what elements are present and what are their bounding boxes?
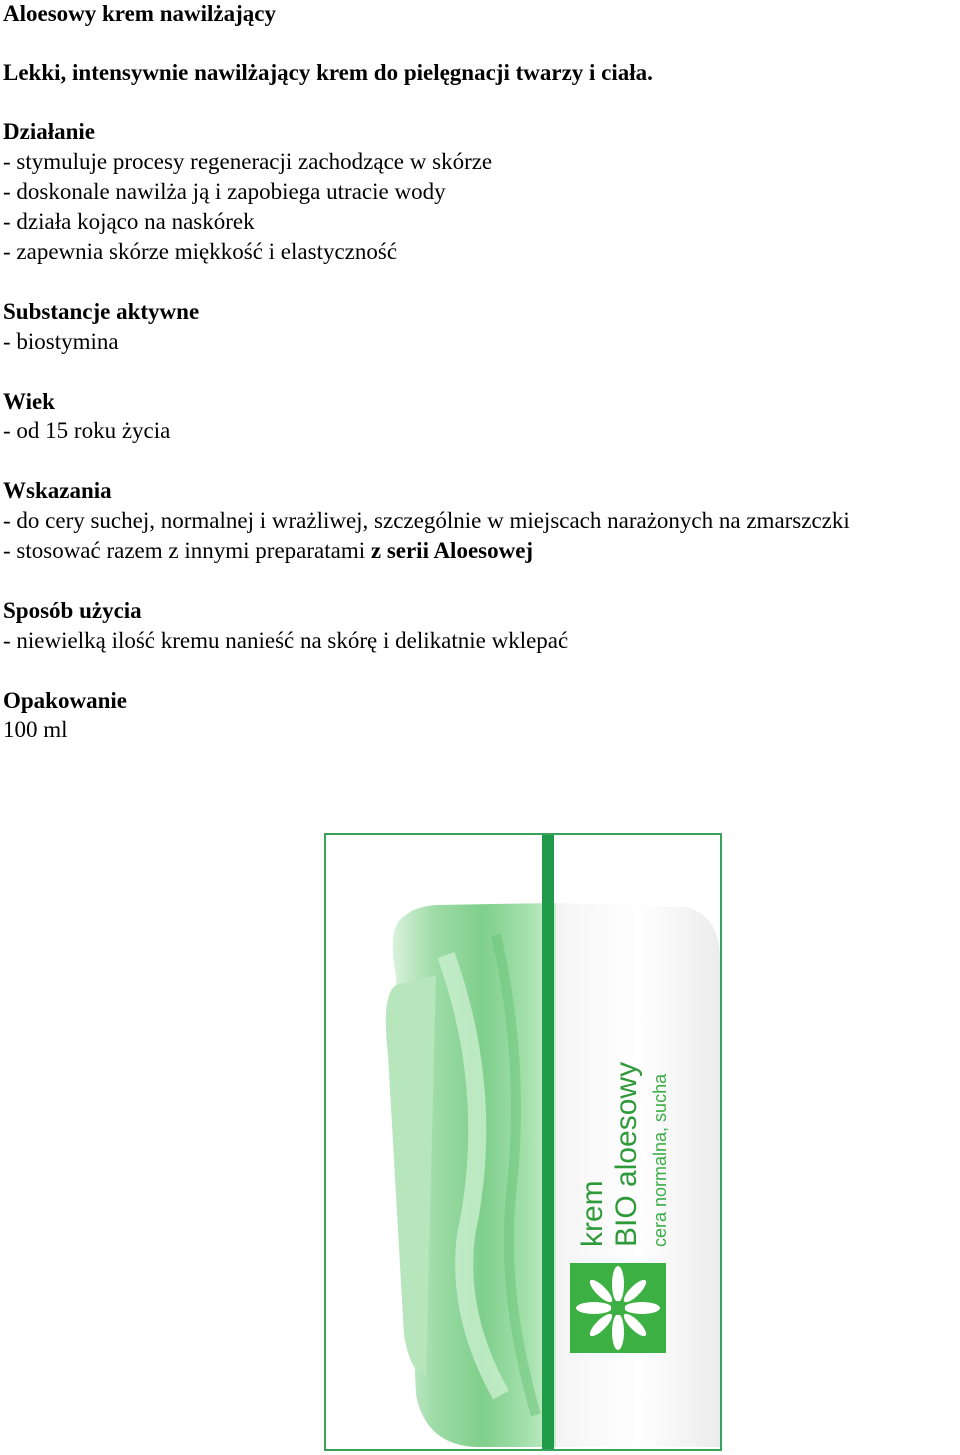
list-item: - działa kojąco na naskórek (3, 209, 255, 234)
list-item: - od 15 roku życia (3, 418, 171, 443)
heading-sposob-uzycia: Sposób użycia (3, 598, 142, 623)
heading-opakowanie: Opakowanie (3, 688, 127, 713)
list-item: - do cery suchej, normalnej i wrażliwej, szczególnie w miejscach narażonych na zmarszczki (3, 508, 850, 533)
heading-dzialanie: Działanie (3, 119, 95, 144)
heading-wskazania: Wskazania (3, 478, 112, 503)
heading-substancje-aktywne: Substancje aktywne (3, 299, 200, 324)
label-line-3: cera normalna, sucha (650, 1073, 670, 1247)
package-size: 100 ml (3, 717, 68, 742)
list-item: - doskonale nawilża ją i zapobiega utracie wody (3, 179, 446, 204)
list-item: - stymuluje procesy regeneracji zachodzące w skórze (3, 149, 493, 174)
heading-wiek: Wiek (3, 389, 55, 414)
list-item: - niewielką ilość kremu nanieść na skórę i delikatnie wklepać (3, 628, 569, 653)
list-item: - zapewnia skórze miękkość i elastyczność (3, 239, 398, 264)
label-line-2: BIO aloesowy (610, 1061, 643, 1247)
cream-jar-illustration (326, 835, 720, 1449)
product-photo (324, 833, 722, 1451)
label-line-1: krem (576, 1180, 609, 1247)
list-item-text: - stosować razem z innymi preparatami (3, 538, 371, 563)
series-name: z serii Aloesowej (370, 538, 534, 563)
product-subtitle: Lekki, intensywnie nawilżający krem do pielęgnacji twarzy i ciała. (3, 60, 653, 85)
product-title: Aloesowy krem nawilżający (3, 1, 276, 26)
green-stripe (542, 835, 554, 1449)
list-item (3, 537, 533, 565)
list-item: - biostymina (3, 329, 119, 354)
